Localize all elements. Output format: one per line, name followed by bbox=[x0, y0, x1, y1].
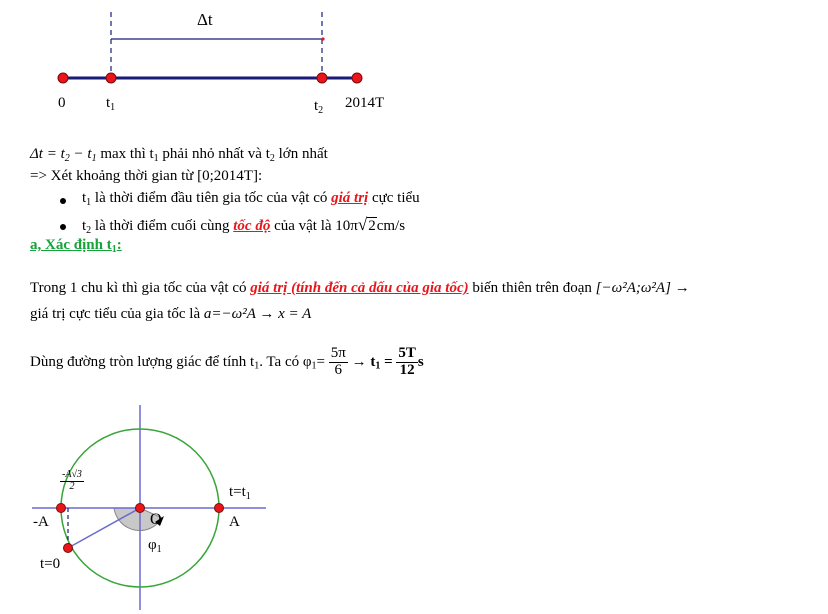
label-t0: t=0 bbox=[40, 556, 61, 572]
section-heading: a, Xác định $t_1$: bbox=[30, 237, 122, 255]
point-A bbox=[215, 504, 224, 513]
point-end bbox=[352, 73, 362, 83]
paragraph-min-acceleration: giá trị cực tiểu của gia tốc là a=−ω²A → x = A bbox=[30, 306, 312, 322]
bullet-dot-2 bbox=[60, 224, 66, 230]
label-minus-A: -A bbox=[33, 514, 49, 530]
point-0 bbox=[58, 73, 68, 83]
bullet-dot-1 bbox=[60, 198, 66, 204]
label-phi1: $\varphi_1$ bbox=[148, 537, 162, 555]
point-t1 bbox=[106, 73, 116, 83]
bullet-t1: $t_1$ là thời điểm đầu tiên gia tốc của vật có giá trị cực tiểu bbox=[82, 190, 420, 208]
projection-label: $\frac{-A√3}{2}$ bbox=[62, 469, 82, 492]
point-t2 bbox=[317, 73, 327, 83]
line-delta-t: $\Delta t = t_2 - t_1$ max thì $t_1$ phải nhỏ nhất và $t_2$ lớn nhất bbox=[30, 146, 328, 164]
label-O: O bbox=[150, 511, 162, 528]
point-t0 bbox=[64, 544, 73, 553]
label-t-equals-t1: $t=t_1$ bbox=[229, 484, 251, 502]
label-zero: 0 bbox=[58, 95, 66, 111]
point-origin bbox=[136, 504, 145, 513]
paragraph-acceleration-range: Trong 1 chu kì thì gia tốc của vật có giá trị (tính đến cả dấu của gia tốc) biến thiên trên đoạn [−ω²A;ω²A] → bbox=[30, 280, 690, 296]
line-time-range: => Xét khoảng thời gian từ [0;2014T]: bbox=[30, 168, 263, 184]
bullet-t2: $t_2$ là thời điểm cuối cùng tốc độ của vật là 10π√2cm/s bbox=[82, 215, 406, 236]
label-A: A bbox=[229, 514, 240, 530]
delta-t-label: Δt bbox=[197, 10, 213, 29]
label-t2: $t_2$ bbox=[314, 98, 324, 116]
label-2014T: 2014T bbox=[345, 95, 385, 111]
label-t1: $t_1$ bbox=[106, 95, 116, 113]
point-minus-A bbox=[57, 504, 66, 513]
trig-circle-diagram bbox=[0, 400, 300, 614]
paragraph-trig-circle: Dùng đường tròn lượng giác để tính $t_1$. Ta có $\varphi_1=$ $\frac{5\pi}{6}$ → $t_1$ = $\frac{5T}{12}$ s bbox=[30, 345, 424, 378]
